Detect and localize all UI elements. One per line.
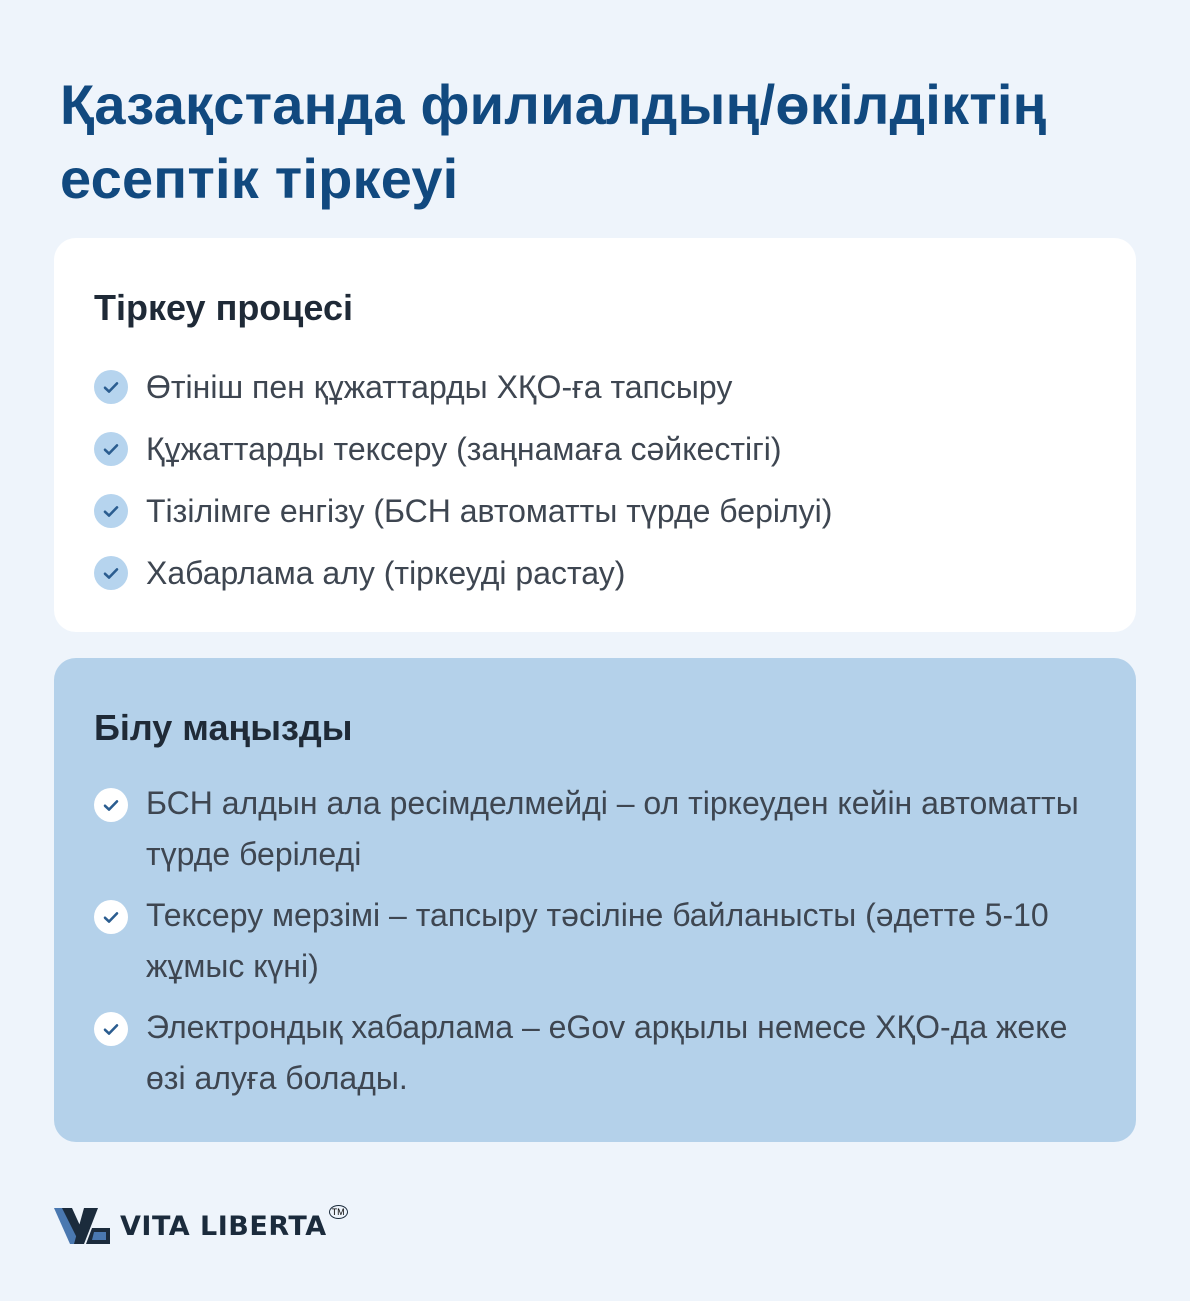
vita-liberta-logo-icon <box>54 1206 110 1246</box>
brand-logo <box>54 1204 348 1248</box>
list-item-text: Тізілімге енгізу (БСН автоматты түрде берілуі) <box>146 493 833 529</box>
registration-process-card <box>54 238 1136 632</box>
list-item-text: Электрондық хабарлама – eGov арқылы немесе ХҚО-да жеке өзі алуға болады. <box>146 1009 1068 1096</box>
page-title: Қазақстанда филиалдың/өкілдіктің есептік тіркеуі <box>60 73 1047 210</box>
list-item <box>94 890 1096 992</box>
list-item <box>94 542 1096 604</box>
check-circle-icon <box>94 432 128 466</box>
list-item <box>94 778 1096 880</box>
check-circle-icon <box>94 494 128 528</box>
important-list <box>94 778 1096 1104</box>
list-item-text: Өтініш пен құжаттарды ХҚО-ға тапсыру <box>146 369 733 405</box>
list-item <box>94 356 1096 418</box>
important-heading: Білу маңызды <box>94 707 353 748</box>
process-heading: Тіркеу процесі <box>94 287 353 328</box>
list-item-text: Құжаттарды тексеру (заңнамаға сәйкестігі) <box>146 431 782 467</box>
list-item-text: Хабарлама алу (тіркеуді растау) <box>146 555 626 591</box>
list-item-text: Тексеру мерзімі – тапсыру тәсіліне байланысты (әдетте 5-10 жұмыс күні) <box>146 897 1049 984</box>
list-item <box>94 480 1096 542</box>
check-circle-icon <box>94 556 128 590</box>
check-circle-icon <box>94 370 128 404</box>
list-item <box>94 1002 1096 1104</box>
list-item <box>94 418 1096 480</box>
list-item-text: БСН алдын ала ресімделмейді – ол тіркеуден кейін автоматты түрде беріледі <box>146 785 1079 872</box>
process-list <box>94 356 1096 604</box>
check-circle-icon <box>94 1012 128 1046</box>
important-notes-card <box>54 658 1136 1142</box>
trademark-badge: TM <box>329 1205 348 1219</box>
brand-name: VITA LIBERTA <box>120 1210 327 1242</box>
check-circle-icon <box>94 788 128 822</box>
check-circle-icon <box>94 900 128 934</box>
